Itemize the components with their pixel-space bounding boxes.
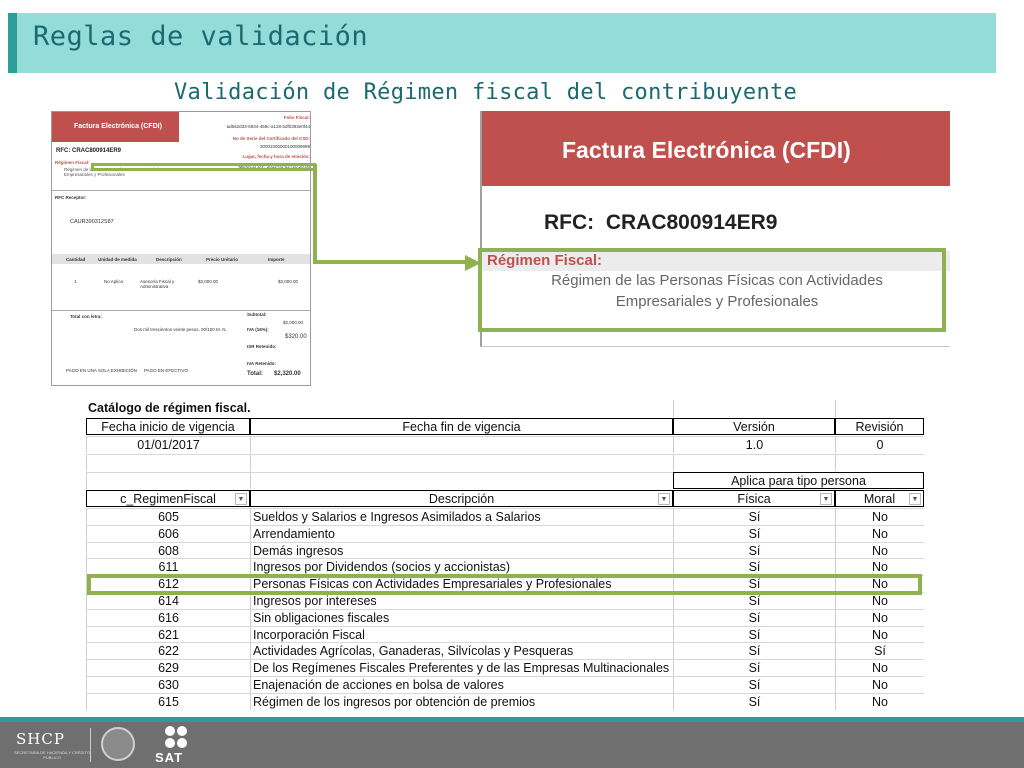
regimen-code: 614 [86,592,250,609]
empty-cell [673,400,835,417]
filter-dropdown-icon[interactable]: ▼ [658,493,670,505]
fisica-value: Sí [673,642,835,659]
regimen-description: Enajenación de acciones en bolsa de valores [250,676,673,693]
fisica-value: Sí [673,626,835,643]
regimen-code: 611 [86,558,250,575]
regimen-description: Sueldos y Salarios e Ingresos Asimilados a Salarios [250,508,673,525]
empty-cell [250,454,673,471]
moral-value: No [835,542,924,559]
thumb-item-descripcion: Asesoría Fiscal y Administrativa [140,279,175,289]
thumb-subtotal-label: Subtotal: [247,312,267,317]
moral-value: No [835,659,924,676]
moral-value: No [835,575,924,592]
catalog-title: Catálogo de régimen fiscal. [88,401,251,415]
meta-value-inicio: 01/01/2017 [86,436,250,453]
empty-cell [86,454,250,471]
col-header-fisica[interactable] [673,490,835,507]
meta-header-fin: Fecha fin de vigencia [250,418,673,435]
col-header-regimen[interactable] [86,490,250,507]
title-bar [8,13,996,73]
fisica-value: Sí [673,508,835,525]
thumb-invoice-title: Factura Electrónica (CFDI) [52,112,179,142]
thumb-divider-2 [52,310,311,311]
group-header-tipo-persona: Aplica para tipo persona [673,472,924,489]
footer-divider [90,728,91,762]
col-header-descripcion-label: Descripción [428,492,495,506]
thumb-rfc: RFC: CRAC800914ER9 [56,148,122,154]
thumb-divider [52,190,311,191]
connector-horizontal [313,260,468,264]
regimen-description: Actividades Agrícolas, Ganaderas, Silvícolas y Pesqueras [250,642,673,659]
empty-cell [86,472,250,489]
zoom-regimen-line-1: Régimen de las Personas Físicas con Actividades [551,272,883,289]
fisica-value: Sí [673,659,835,676]
thumb-total-letra-label: Total con letra: [70,314,102,319]
filter-active-icon[interactable]: ▼ [820,493,832,505]
zoom-regimen-line-2: Empresariales y Profesionales [615,293,819,310]
meta-header-revision: Revisión [835,418,924,435]
regimen-description: Régimen de los ingresos por obtención de premios [250,693,673,710]
thumb-item-importe: $2,000.00 [278,279,299,284]
regimen-description: Ingresos por intereses [250,592,673,609]
thumb-place-value: MEXICO D.F. 2012-01-02T20:20:00 [238,164,310,169]
moral-value: No [835,676,924,693]
thumb-pago-1: PAGO EN UNA SOLA EXHIBICIÓN [66,368,137,373]
regimen-description: Personas Físicas con Actividades Empresariales y Profesionales [250,575,673,592]
col-header-moral[interactable] [835,490,924,507]
regimen-code: 621 [86,626,250,643]
thumb-total-letra: Dos mil trescientos veinte pesos, 00/100 M. N. [134,327,227,332]
sat-logo-text: SAT [155,750,184,765]
thumb-pago-2: PAGO EN EFECTIVO [144,368,188,373]
moral-value: No [835,592,924,609]
regimen-code: 622 [86,642,250,659]
thumb-isr-label: ISR Retenido: [247,344,277,349]
regimen-code: 629 [86,659,250,676]
zoom-rfc-label: RFC: [544,211,595,234]
regimen-code: 615 [86,693,250,710]
thumb-item-precio: $2,000.00 [198,279,219,284]
empty-cell [835,454,924,471]
empty-cell [835,400,924,417]
zoom-rfc-value: CRAC800914ER9 [605,211,778,234]
regimen-description: De los Regímenes Fiscales Preferentes y de las Empresas Multinacionales [250,659,673,676]
page-subtitle: Validación de Régimen fiscal del contribuyente [174,80,798,105]
empty-cell [673,454,835,471]
filter-dropdown-icon[interactable]: ▼ [909,493,921,505]
invoice-thumbnail [51,111,311,386]
zoom-rfc [544,211,777,235]
thumb-col-cantidad: Cantidad [66,257,86,262]
thumb-cert-label: No de Serie del Certificado del CSD: [232,136,310,141]
thumb-rfc-receptor: CAUR390312S87 [70,219,114,225]
thumb-iva-ret-label: IVA Retenido: [247,361,276,366]
thumb-col-unidad: Unidad de medida [98,257,137,262]
thumb-highlight-box [91,163,316,171]
shcp-subtitle: SECRETARÍA DE HACIENDA Y CRÉDITO PÚBLICO [14,750,90,760]
fisica-value: Sí [673,558,835,575]
thumb-regimen-label: Régimen Fiscal: [55,160,90,165]
title-accent [8,13,17,73]
connector-vertical [313,164,317,264]
moral-value: No [835,693,924,710]
thumb-regimen-text: Régimen de las Personas Físicas con Actividades Empresariales y Profesionales [64,167,164,177]
meta-value-version: 1.0 [673,436,835,453]
meta-header-version: Versión [673,418,835,435]
moral-value: No [835,558,924,575]
thumb-rfc-receptor-label: RFC Receptor: [55,195,87,200]
regimen-code: 616 [86,609,250,626]
sat-logo-icon [162,726,190,750]
filter-dropdown-icon[interactable]: ▼ [235,493,247,505]
thumb-col-precio: Precio Unitario [206,257,239,262]
thumb-total: $2,320.00 [274,371,301,377]
regimen-description: Arrendamiento [250,525,673,542]
thumb-col-importe: Importe [268,257,285,262]
shcp-logo: SHCP [16,730,65,748]
thumb-folio-value: ad662d33-6934-459c-a128-bdf0393e0f44 [226,124,310,129]
thumb-subtotal: $2,000.00 [283,320,304,325]
zoom-regimen-label: Régimen Fiscal: [487,252,603,269]
fisica-value: Sí [673,525,835,542]
thumb-place-label: Lugar, fecha y hora de emisión: [242,154,310,159]
thumb-cert-value: 30001000000100009999 [259,144,310,149]
col-header-fisica-label: Física [737,492,771,506]
thumb-folio-label: Folio Fiscal: [283,115,310,120]
fisica-value: Sí [673,592,835,609]
col-header-descripcion[interactable] [250,490,673,507]
fisica-value: Sí [673,693,835,710]
regimen-description: Ingresos por Dividendos (socios y accionistas) [250,558,673,575]
regimen-code: 606 [86,525,250,542]
regimen-code: 605 [86,508,250,525]
moral-value: No [835,508,924,525]
fisica-value: Sí [673,575,835,592]
footer [0,722,1024,768]
thumb-total-label: Total: [247,371,263,377]
thumb-item-cantidad: 1 [74,279,77,284]
fisica-value: Sí [673,542,835,559]
thumb-col-descripcion: Descripción [156,257,182,262]
meta-header-inicio: Fecha inicio de vigencia [86,418,250,435]
meta-value-revision: 0 [835,436,924,453]
thumb-item-unidad: No Aplica [104,279,124,284]
col-header-moral-label: Moral [863,492,896,506]
regimen-description: Demás ingresos [250,542,673,559]
national-seal-icon [101,727,135,761]
row-highlight-box [87,574,922,595]
regimen-code: 612 [86,575,250,592]
moral-value: No [835,609,924,626]
thumb-iva: $320.00 [285,334,307,340]
regimen-code: 630 [86,676,250,693]
regimen-description: Sin obligaciones fiscales [250,609,673,626]
moral-value: Sí [835,642,924,659]
fisica-value: Sí [673,609,835,626]
regimen-code: 608 [86,542,250,559]
moral-value: No [835,525,924,542]
zoom-invoice-title: Factura Electrónica (CFDI) [562,137,851,163]
page-title: Reglas de validación [33,21,369,52]
empty-cell [250,472,673,489]
regimen-description: Incorporación Fiscal [250,626,673,643]
thumb-iva-label: IVA (16%): [247,327,269,332]
zoom-highlight-box [478,248,946,332]
meta-value-fin [250,436,673,453]
moral-value: No [835,626,924,643]
col-header-regimen-label: c_RegimenFiscal [120,492,216,506]
fisica-value: Sí [673,676,835,693]
